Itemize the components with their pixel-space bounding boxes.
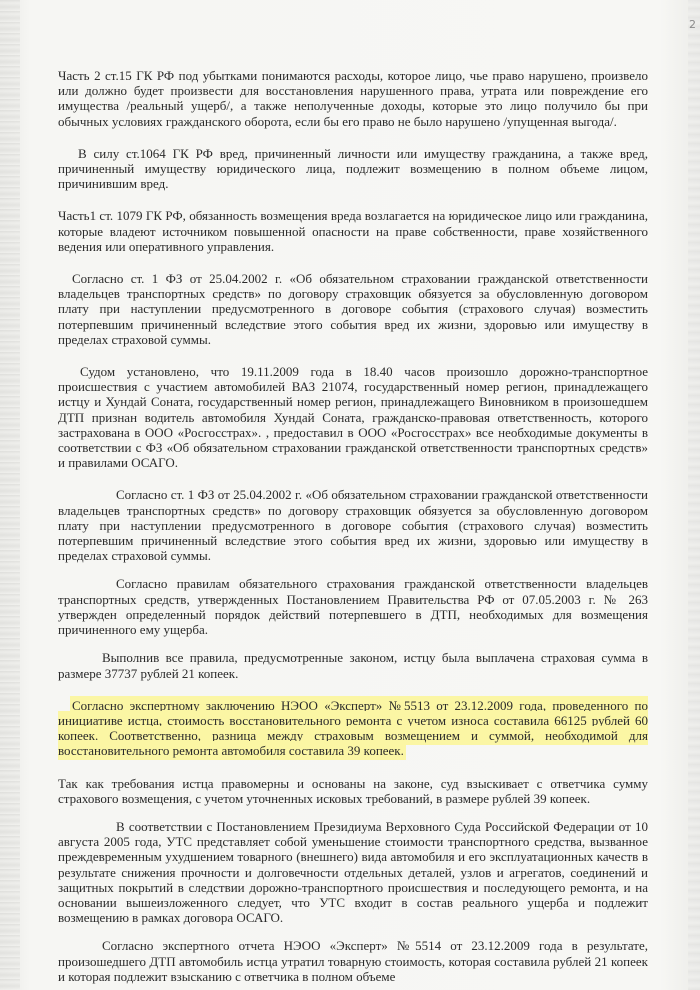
paragraph-paid-amount: Выполнив все правила, предусмотренные законом, истцу была выплачена страховая сумма в размере 37737 рублей 21 копеек.	[58, 650, 648, 681]
paragraph-losses: Часть 2 ст.15 ГК РФ под убытками понимаются расходы, которое лицо, чье право нарушено, произвело или должно будет произвести для восстановления нарушенного права, утрата или повреждение его имущества /реальный ущерб/, а также неполученные доходы, которые это лицо получило бы при обычных условиях гражданского оборота, если бы его право не было нарушено /упущенная выгода/.	[58, 68, 648, 129]
paragraph-expert-conclusion	[58, 698, 648, 759]
paragraph-osago-law-2: Согласно ст. 1 ФЗ от 25.04.2002 г. «Об обязательном страховании гражданской ответственности владельцев транспортных средств» по договору страховщик обязуется за обусловленную договором плату при наступлении предусмотренного в договоре события (страхового случая) возместить потерпевшим причиненный вследствие этого события вред их жизни, здоровью или имуществу в пределах страховой суммы.	[58, 487, 648, 564]
paragraph-court-established: Судом установлено, что 19.11.2009 года в 18.40 часов произошло дорожно-транспортное происшествия с участием автомобилей ВАЗ 21074, государственный номер регион, принадлежащего истцу и Хундай Соната, государственный номер регион, принадлежащего Виновником в произошедшем ДТП признан водитель автомобиля Хундай Соната, гражданско-правовая ответственность, которого застрахована в ООО «Росгосстрах». , предоставил в ООО «Росгосстрах» все необходимые документы в соответствии с ФЗ «Об обязательном страховании гражданской ответственности транспортных средств» и правилами ОСАГО.	[58, 364, 648, 471]
paragraph-increased-danger: Часть1 ст. 1079 ГК РФ, обязанность возмещения вреда возлагается на юридическое лицо или гражданина, которые владеют источником повышенной опасности на праве собственности, праве хозяйственного ведения или оперативного управления.	[58, 208, 648, 254]
paragraph-court-recovers: Так как требования истца правомерны и основаны на законе, суд взыскивает с ответчика сумму страхового возмещения, с учетом уточненных исковых требований, в размере рублей 39 копеек.	[58, 775, 648, 806]
paragraph-osago-rules: Согласно правилам обязательного страхования гражданской ответственности владельцев транспортных средств, утвержденных Постановлением Правительства РФ от 07.05.2003 г. № 263 утвержден определенный порядок действий потерпевшего в ДТП, необходимых для возмещения причиненного ему ущерба.	[58, 576, 648, 638]
document-body	[58, 68, 648, 984]
paragraph-harm-compensation: В силу ст.1064 ГК РФ вред, причиненный личности или имуществу гражданина, а также вред, причиненный имуществу юридического лица, подлежит возмещению в полном объеме лицом, причинившим вред.	[58, 145, 648, 192]
highlighted-text: Согласно экспертному заключению НЭОО «Эксперт» №5513 от 23.12.2009 года, проведенного по инициативе истца, стоимость восстановительного ремонта с учетом износа составила 66125 рублей 60 копеек. Соответственно, разница между страховым возмещением и суммой, необходимой для восстановительного ремонта автомобиля составила 39 копеек.	[58, 697, 648, 759]
paragraph-expert-report-uts: Согласно экспертного отчета НЭОО «Эксперт» №5514 от 23.12.2009 года в результате, произошедшего ДТП автомобиль истца утратил товарную стоимость, которая составила рублей 21 копеек и которая подлежит взысканию с ответчика в полном объеме	[58, 938, 648, 984]
scan-right-edge	[688, 0, 700, 990]
page-corner-mark: 2	[689, 18, 696, 31]
paragraph-uts-definition: В соответствии с Постановлением Президиума Верховного Суда Российской Федерации от 10 августа 2005 года, УТС представляет собой уменьшение стоимости транспортного средства, вызванное преждевременным ухудшением товарного (внешнего) вида автомобиля и его эксплуатационных качеств в результате снижения прочности и долговечности отдельных деталей, узлов и агрегатов, соединений и защитных покрытий в следствии дорожно-транспортного происшествия и последующего ремонта, и на основании вышеизложенного следует, что УТС входит в состав реального ущерба и подлежит возмещению в рамках договора ОСАГО.	[58, 818, 648, 926]
scan-left-edge	[0, 0, 20, 990]
paragraph-osago-law-1: Согласно ст. 1 ФЗ от 25.04.2002 г. «Об обязательном страховании гражданской ответственности владельцев транспортных средств» по договору страховщик обязуется за обусловленную договором плату при наступлении предусмотренного в договоре события (страхового случая) возместить потерпевшим причиненный вследствие этого события вред их жизни, здоровью или имуществу в пределах страховой суммы.	[58, 271, 648, 347]
